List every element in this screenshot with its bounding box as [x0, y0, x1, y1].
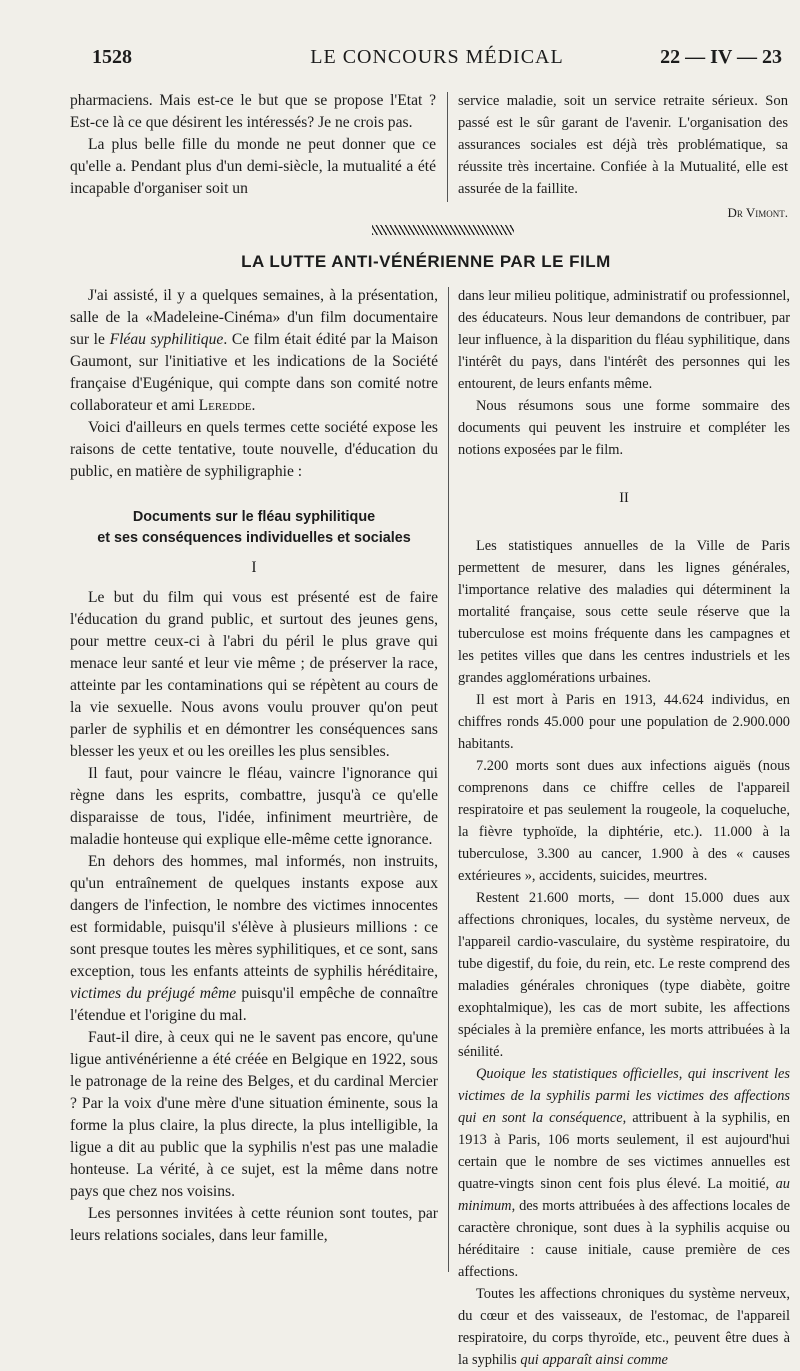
paragraph: Quoique les statistiques officielles, qui inscrivent les victimes de la syphilis parmi les victimes des affections qui en sont la conséquence, attribuent à la syphilis, en 1913 à Paris, 106 morts seulement, il est aujourd'hui certain que le nombre de ses victimes annuelles est quatre-vingts sinon cent fois plus élevé. La moitié, au minimum, des morts attribuées à des affections locales de caractère chronique, sont dues à la syphilis acquise ou héréditaire : cause initiale, cause première de ces affections. [458, 1066, 791, 1280]
paragraph: 7.200 morts sont dues aux infections aiguës (nous comprenons dans ce chiffre celles de l'appareil respiratoire et pas seulement la rougeole, la coqueluche, la fièvre typhoïde, la diphtérie, etc.). 11.000 à la tuberculose, 3.300 au cancer, 1.900 à des « causes extérieures », accidents, suicides, meurtres. [458, 758, 790, 884]
paragraph: dans leur milieu politique, administratif ou professionnel, des éducateurs. Nous leur demandons de contribuer, par leur influence, à la disparition du fléau syphilitique, dans l'intérêt du pays, dans l'intérêt des personnes qui les entourent, de leurs enfants même. [458, 288, 790, 392]
paragraph: La plus belle fille du monde ne peut donner que ce qu'elle a. Pendant plus d'un demi-siècle, la mutualité a été incapable d'organiser soit un [70, 136, 436, 197]
paragraph: Toutes les affections chroniques du système nerveux, du cœur et des vaisseaux, de l'estomac, de l'appareil respiratoire, du corps thyroïde, etc., peuvent être dues à la syphilis qui apparaît ainsi comme [458, 1286, 790, 1368]
paragraph: Faut-il dire, à ceux qui ne le savent pas encore, qu'une ligue antivénérienne a été créée en Belgique en 1922, sous le patronage de la reine des Belges, et du cardinal Mercier ? Par la voix d'une mère d'une situation éminente, sous la forme la plus claire, la plus directe, la plus intelligible, la ligue a dit au public que la syphilis n'est pas une maladie honteuse. La vérité, à ce sujet, est la même dans notre pays que chez nos voisins. [70, 1029, 438, 1200]
paragraph: Il faut, pour vaincre le fléau, vaincre l'ignorance qui règne dans les esprits, combattre, jusqu'à ce qu'elle disparaisse de tous, l'idée, infiniment meurtrière, de maladie honteuse qui explique elle-même cette ignorance. [70, 765, 438, 848]
paragraph: J'ai assisté, il y a quelques semaines, à la présentation, salle de la «Madeleine-Cinéma» d'un film documentaire sur le Fléau syphilitique. Ce film était édité par la Maison Gaumont, sur l'initiative et les indications de la Société française d'Eugénique, qui compte dans son comité notre collaborateur et ami Leredde. [70, 287, 438, 414]
section-number: I [251, 559, 257, 576]
paragraph: Les statistiques annuelles de la Ville de Paris permettent de mesurer, dans les lignes générales, l'importance relative des maladies qui déterminent la mortalité française, sous cette seule réserve que la tuberculose est moins fréquente dans les campagnes et les petites villes que dans les centres industriels et les grandes agglomérations urbaines. [458, 538, 790, 686]
paragraph: Le but du film qui vous est présenté est de faire l'éducation du grand public, et surtout des jeunes gens, pour mettre ceux-ci à l'abri du péril le plus grave qui menace leur santé et leur vie même ; de préserver la race, atteinte par les contaminations qui se répètent au cours de la vie sexuelle. Nous avons voulu prouver qu'on peut parler de syphilis et en démontrer les conséquences sans blesser les yeux et ou les oreilles les plus sensibles. [70, 589, 438, 760]
article-left-column [70, 285, 438, 1247]
page-number: 1528 [92, 46, 132, 68]
previous-article-left-column [70, 90, 436, 200]
section-ornament [372, 225, 514, 235]
paragraph: Restent 21.600 morts, — dont 15.000 dues aux affections chroniques, locales, du système nerveux, de l'appareil cardio-vasculaire, du système respiratoire, du tube digestif, du foie, du rein, etc. Le reste comprend des maladies générales chroniques (type diabète, goitre exophtalmique), les cas de mort subite, les affections spéciales à la première enfance, les morts attribuées à la sénilité. [458, 890, 790, 1060]
paragraph: Nous résumons sous une forme sommaire des documents qui peuvent les instruire et compléter les notions exposées par le film. [458, 398, 790, 458]
article-right-column [458, 285, 790, 1371]
paragraph: service maladie, soit un service retraite sérieux. Son passé est le sûr garant de l'avenir. L'organisation des assurances sociales est déjà très problématique, sa réussite très incertaine. Confiée à la Mutualité, elle est assurée de la faillite. [458, 93, 788, 197]
journal-title: LE CONCOURS MÉDICAL [310, 46, 564, 68]
column-divider [448, 287, 449, 1272]
paragraph: En dehors des hommes, mal informés, non instruits, qu'un entraînement de quelques instants expose aux dangers de l'infection, le nombre des victimes innocentes est formidable, puisqu'il s'élève à plusieurs millions : ce sont presque toutes les mères syphilitiques, et ce sont, sans exception, tous les enfants atteints de syphilis héréditaire, victimes du préjugé même puisqu'il empêche de connaître l'étendue et l'origine du mal. [70, 853, 438, 1024]
section-number: II [619, 490, 629, 506]
issue-date: 22 — IV — 23 [660, 46, 782, 68]
page-header [92, 46, 782, 72]
author-signature: Dr Vimont. [727, 205, 788, 220]
previous-article-right-column [458, 90, 788, 224]
article-title: LA LUTTE ANTI-VÉNÉRIENNE PAR LE FILM [241, 252, 611, 271]
column-divider [447, 92, 448, 202]
subheading: Documents sur le fléau syphilitique et ses conséquences individuelles et sociales [97, 509, 411, 546]
paragraph: Voici d'ailleurs en quels termes cette société expose les raisons de cette tentative, toute nouvelle, d'éducation du public, en matière de syphiligraphie : [70, 419, 438, 480]
paragraph: Les personnes invitées à cette réunion sont toutes, par leurs relations sociales, dans leur famille, [70, 1205, 438, 1244]
paragraph: pharmaciens. Mais est-ce le but que se propose l'Etat ? Est-ce là ce que désirent les intéressés? Je ne crois pas. [70, 92, 436, 131]
paragraph: Il est mort à Paris en 1913, 44.624 individus, en chiffres ronds 45.000 pour une population de 2.900.000 habitants. [458, 692, 790, 752]
